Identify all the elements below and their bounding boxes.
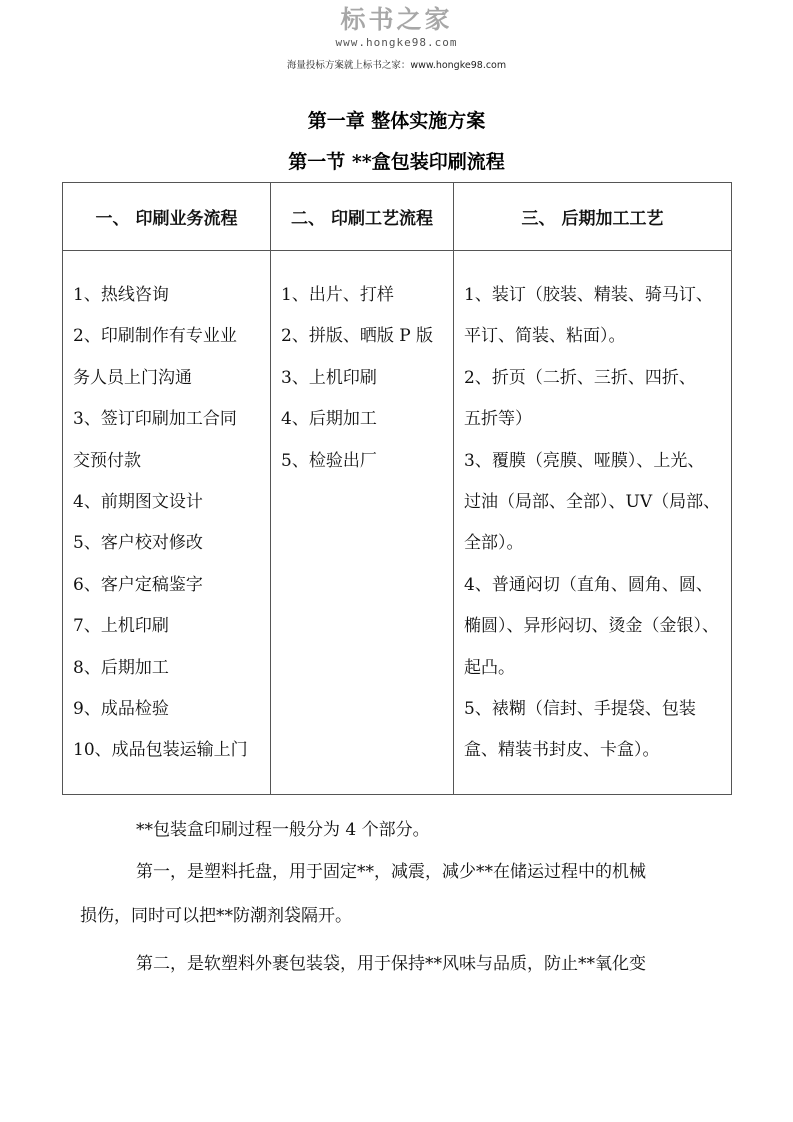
list-item: 4、普通闷切（直角、圆角、圆、 xyxy=(464,574,713,595)
list-item: 交预付款 xyxy=(73,450,141,471)
list-item: 5、客户校对修改 xyxy=(73,533,203,554)
list-item: 2、折页（二折、三折、四折、 xyxy=(464,367,696,388)
list-item: 椭圆）、异形闷切、烫金（金银）、 xyxy=(464,616,719,637)
table-header-row xyxy=(63,183,732,251)
list-item: 过油（局部、全部）、UV（局部、 xyxy=(464,492,721,513)
list-item: 3、签订印刷加工合同 xyxy=(73,409,237,430)
paragraph-first-part xyxy=(80,850,720,938)
list-item: 1、出片、打样 xyxy=(281,285,394,305)
list-item: 9、成品检验 xyxy=(73,699,169,720)
header-printing-flow: 二、 印刷工艺流程 xyxy=(271,183,454,251)
list-item: 五折等） xyxy=(464,409,532,430)
site-url: www.hongke98.com xyxy=(335,36,458,49)
list-item: 2、拼版、晒版 P 版 xyxy=(281,326,434,347)
list-item: 4、后期加工 xyxy=(281,409,377,430)
post-processing-cell xyxy=(454,251,732,795)
header-post-processing: 三、 后期加工工艺 xyxy=(454,183,732,251)
list-item: 5、检验出厂 xyxy=(281,450,377,471)
list-item: 盒、精装书封皮、卡盒）。 xyxy=(464,740,660,761)
list-item: 2、印刷制作有专业业 xyxy=(73,326,237,347)
table-body-row xyxy=(63,251,732,795)
paragraph-text: **包装盒印刷过程一般分为 4 个部分。 xyxy=(136,820,430,840)
process-table xyxy=(62,182,732,795)
list-item: 1、热线咨询 xyxy=(73,285,169,305)
paragraph-text: 第二，是软塑料外裹包装袋，用于保持**风味与品质，防止**氧化变 xyxy=(136,954,646,974)
list-item: 6、客户定稿鉴字 xyxy=(73,574,203,595)
list-item: 7、上机印刷 xyxy=(73,616,169,637)
list-item: 1、装订（胶装、精装、骑马订、 xyxy=(464,285,713,305)
list-item: 8、后期加工 xyxy=(73,657,169,678)
business-flow-cell xyxy=(63,251,271,795)
chapter-title: 第一章 整体实施方案 xyxy=(307,110,486,132)
paragraph-text: 损伤，同时可以把**防潮剂袋隔开。 xyxy=(80,906,352,926)
list-item: 起凸。 xyxy=(464,657,515,678)
list-item: 4、前期图文设计 xyxy=(73,492,203,513)
list-item: 10、成品包装运输上门 xyxy=(73,740,248,761)
list-item: 3、上机印刷 xyxy=(281,367,377,388)
list-item: 5、裱糊（信封、手提袋、包装 xyxy=(464,699,696,720)
list-item: 平订、简装、粘面）。 xyxy=(464,326,626,347)
section-title: 第一节 **盒包装印刷流程 xyxy=(288,151,505,173)
list-item: 全部）。 xyxy=(464,533,524,554)
header-business-flow: 一、 印刷业务流程 xyxy=(63,183,271,251)
paragraph-intro xyxy=(80,808,720,852)
list-item: 务人员上门沟通 xyxy=(73,367,192,388)
printing-flow-cell xyxy=(271,251,454,795)
paragraph-text: 第一，是塑料托盘，用于固定**，减震，减少**在储运过程中的机械 xyxy=(136,862,646,882)
list-item: 3、覆膜（亮膜、哑膜）、上光、 xyxy=(464,450,705,471)
site-tagline: 海量投标方案就上标书之家：www.hongke98.com xyxy=(286,60,507,71)
site-logo-text: 标书之家 xyxy=(340,5,453,34)
paragraph-second-part xyxy=(80,942,720,986)
